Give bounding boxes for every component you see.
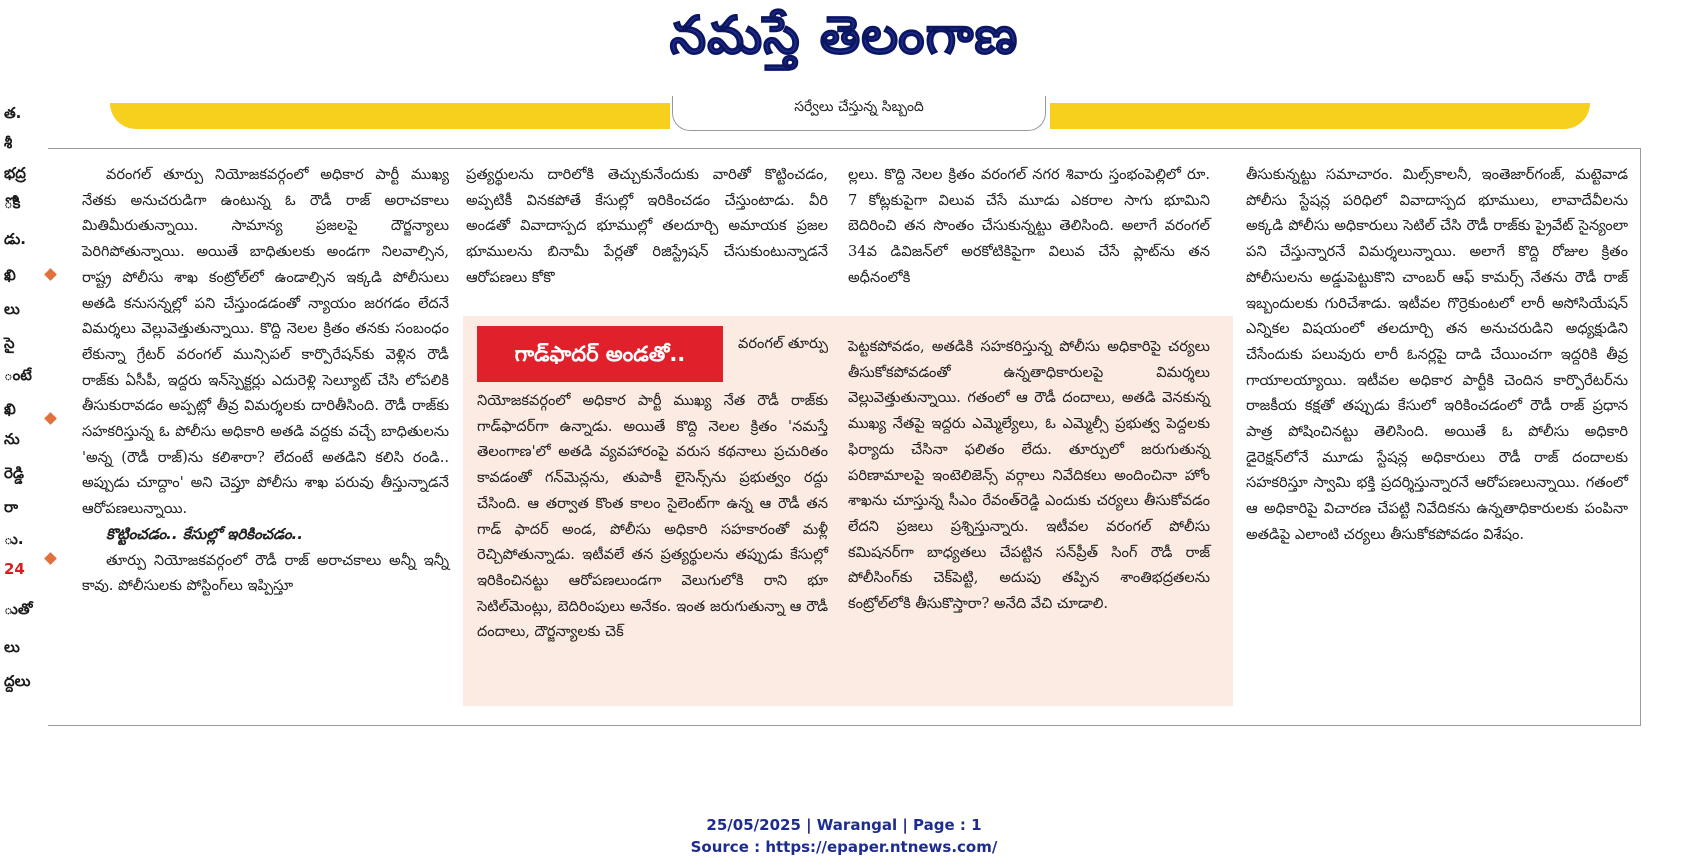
strip-fragment: ఖి — [4, 400, 16, 418]
paragraph: తీసుకున్నట్టు సమాచారం. మిల్స్‌కాలనీ, ఇంతెజార్‌గంజ్, మట్టెవాడ పోలీసు స్టేషన్ల పరిధిలో వివాదాస్పద భూములు, లావాదేవీలను అక్కడి పోలీసు అధికారులు సెటిల్ చేసి రౌడీ రాజ్‌కు ప్రైవేట్ సైన్యంలా పని చేస్తున్నారనే విమర్శలున్నాయి. అలాగే కొద్ది రోజుల క్రితం పోలీసులను అడ్డుపెట్టుకొని చాంబర్ ఆఫ్ కామర్స్ నేతను రౌడీ రాజ్ ఇబ్బందులకు గురిచేశాడు. ఇటీవల గొర్రెకుంటలో లారీ అసోసియేషన్ ఎన్నికల విషయంలో తలదూర్చి తన అనుచరుడిని అధ్యక్షుడిని చేసేందుకు పలువురు లారీ ఓనర్లపై దాడి చేయించగా ఇద్దరికి తీవ్ర గాయాలయ్యాయి. ఇటీవల అధికార పార్టీకి చెందిన కార్పొరేటర్‌ను రాజకీయ కక్షతో తప్పుడు కేసులో ఇరికించడంలో రౌడీ రాజ్ ప్రధాన పాత్ర పోషించినట్టు తెలిసింది. అయితే ఓ పోలీసు అధికారి డైరెక్షన్‌లోనే మూడు స్టేషన్ల అధికారులు రౌడీ రాజ్ దందాలకు సహకరిస్తూ స్వామి భక్తి ప్రదర్శిస్తున్నారనే ఆరోపణలున్నాయి. గతంలో ఆ అధికారిపై విచారణ చేపట్టి నివేదికను ఉన్నతాధికారులకు పంపినా అతడిపై ఎలాంటి చర్యలు తీసుకోకపోవడం విశేషం. — [1246, 166, 1628, 543]
strip-fragment: ద్దలు — [4, 672, 31, 690]
paragraph: వరంగల్ తూర్పు — [738, 335, 829, 352]
box-column-3 — [848, 334, 1210, 617]
strip-fragment: ుతో — [4, 600, 33, 618]
diamond-bullet-icon — [44, 412, 57, 425]
adjacent-article-strip — [0, 100, 52, 700]
strip-fragment: ను — [4, 430, 20, 448]
right-rule — [1640, 148, 1641, 726]
paragraph: తూర్పు నియోజకవర్గంలో రౌడీ రాజ్ అరాచకాలు అన్నీ ఇన్నీ కావు. పోలీసులకు పోస్టింగ్‌లు ఇప్పిస్తూ — [82, 551, 449, 595]
subheading: కొట్టించడం.. కేసుల్లో ఇరికించడం.. — [106, 524, 303, 543]
strip-fragment: లు — [4, 638, 20, 656]
strip-fragment: రెడ్డి — [4, 464, 24, 482]
article-column-2-top — [466, 162, 828, 291]
newspaper-logo: నమస్తే తెలంగాణ — [669, 6, 1019, 66]
paragraph: పెట్టకపోవడం, అతడికి సహకరిస్తున్న పోలీసు అధికారిపై చర్యలు తీసుకోకపోవడంతో ఉన్నతాధికారులపై విమర్శలు వెల్లువెత్తుతున్నాయి. గతంలో ఆ రౌడీ దందాలు, అతడి వెనకున్న ముఖ్య నేతపై ఇద్దరు ఎమ్మెల్యేలు, ఓ ఎమ్మెల్సీ ప్రభుత్వ పెద్దలకు ఫిర్యాదు చేసినా ఫలితం లేదు. తూర్పులో జరుగుతున్న పరిణామాలపై ఇంటెలిజెన్స్ వర్గాలు నివేదికలు అందించినా హోం శాఖను చూస్తున్న సీఎం రేవంత్‌రెడ్డి ఎందుకు చర్యలు తీసుకోవడం లేదని ప్రజలు ప్రశ్నిస్తున్నారు. ఇటీవల వరంగల్ పోలీసు కమిషనర్‌గా బాధ్యతలు చేపట్టిన సన్‌ప్రీత్ సింగ్ రౌడీ రాజ్ పోలీసింగ్‌కు చెక్‌పెట్టి, అదుపు తప్పిన శాంతిభద్రతలను కంట్రోల్‌లోకి తీసుకొస్తారా? అనేది వేచి చూడాలి. — [848, 338, 1210, 613]
strip-fragment: త. — [4, 104, 22, 122]
strip-fragment: ఖి — [4, 266, 16, 284]
yellow-band-right — [1050, 103, 1590, 129]
paragraph: ల్లలు. కొద్ది నెలల క్రితం వరంగల్ నగర శివారు స్తంభంపెల్లిలో రూ. 7 కోట్లకుపైగా విలువ చేసే మూడు ఎకరాల సాగు భూమిని బెదిరించి తన సొంతం చేసుకున్నట్టు తెలిసింది. అలాగే వరంగల్ 34వ డివిజన్‌లో అరకోటికిపైగా విలువ చేసే ప్లాట్‌ను తన అధీనంలోకి — [848, 166, 1210, 286]
article-column-3-top — [848, 162, 1210, 291]
strip-fragment: డు. — [4, 230, 26, 248]
paragraph: నియోజకవర్గంలో అధికార పార్టీ ముఖ్య నేత రౌడీ రాజ్‌కు గాడ్‌ఫాదర్‌గా ఉన్నాడు. అయితే కొద్ది నెలల క్రితం 'నమస్తే తెలంగాణ'లో అతడి వ్యవహారంపై వరుస కథనాలు ప్రచురితం కావడంతో గన్‌మెన్లను, తుపాకీ లైసెన్స్‌ను ప్రభుత్వం రద్దు చేసింది. ఆ తర్వాత కొంత కాలం సైలెంట్‌గా ఉన్న ఆ రౌడీ తన గాడ్ ఫాదర్ అండ, పోలీసు అధికారి సహకారంతో మళ్లీ రెచ్చిపోతున్నాడు. ఇటీవలే తన ప్రత్యర్థులను తప్పుడు కేసుల్లో ఇరికించినట్టు ఆరోపణలుండగా వెలుగులోకి రాని భూ సెటిల్‌మెంట్లు, బెదిరింపులు అనేకం. ఇంత జరుగుతున్నా ఆ రౌడీ దందాలు, దౌర్జన్యాలకు చెక్ — [477, 392, 828, 641]
bottom-rule — [48, 725, 1640, 726]
strip-fragment: ంటే — [4, 366, 32, 384]
strip-fragment: లు — [4, 300, 20, 318]
strip-fragment: ోకి — [4, 194, 21, 212]
footer-date-edition: 25/05/2025 | Warangal | Page : 1 — [706, 816, 982, 834]
strip-fragment: ు. — [4, 530, 24, 548]
article-column-4 — [1246, 162, 1628, 548]
strip-fragment: భద్ర — [4, 164, 26, 182]
diamond-bullet-icon — [44, 552, 57, 565]
strip-fragment: సై — [4, 334, 15, 352]
diamond-bullet-icon — [44, 268, 57, 281]
strip-fragment: శీ — [4, 134, 13, 152]
strip-fragment-red: 24 — [4, 560, 25, 578]
masthead — [0, 6, 1688, 79]
yellow-band-left — [110, 103, 670, 129]
photo-caption: సర్వేలు చేస్తున్న సిబ్బంది — [672, 96, 1046, 131]
box-column-2 — [477, 388, 828, 645]
footer-source: Source : https://epaper.ntnews.com/ — [690, 838, 998, 856]
box-intro — [738, 332, 828, 356]
article-column-1 — [82, 162, 449, 599]
paragraph: వరంగల్ తూర్పు నియోజకవర్గంలో అధికార పార్టీ ముఖ్య నేతకు అనుచరుడిగా ఉంటున్న ఓ రౌడీ రాజ్ అరాచకాలు మితిమీరుతున్నాయి. సామాన్య ప్రజలపై దౌర్జన్యాలు పెరిగిపోతున్నాయి. అయితే బాధితులకు అండగా నిలవాల్సిన, రాష్ట్ర పోలీసు శాఖ కంట్రోల్‌లో ఉండాల్సిన ఇక్కడి పోలీసులు అతడి కనుసన్నల్లో పని చేస్తుండడంతో న్యాయం జరగడం లేదనే విమర్శలు వెల్లువెత్తుతున్నాయి. కొద్ది నెలల క్రితం తనకు సంబంధం లేకున్నా గ్రేటర్ వరంగల్ మున్సిపల్ కార్పొరేషన్‌కు వెళ్లిన రౌడీ రాజ్‌కు ఏసీపీ, ఇద్దరు ఇన్‌స్పెక్టర్లు ఎదురెళ్లి సెల్యూట్ చేసి లోపలికి తీసుకురావడం అప్పట్లో తీవ్ర విమర్శలకు దారితీసింది. రౌడీ రాజ్‌కు సహకరిస్తున్న ఓ పోలీసు అధికారి అతడి వద్దకు వచ్చే బాధితులను 'అన్న (రౌడీ రాజ్)ను కలిశారా? లేదంటే అతడిని కలిసి రండి.. అప్పుడు చూద్దాం' అని చెప్తూ పోలీసు శాఖ పరువు తీస్తున్నాడనే ఆరోపణలున్నాయి. — [82, 166, 449, 518]
paragraph: ప్రత్యర్థులను దారిలోకి తెచ్చుకునేందుకు వారితో కొట్టించడం, అప్పటికీ వినకపోతే కేసుల్లో ఇరికించడం చేస్తుంటాడు. వీరి అండతో వివాదాస్పద భూముల్లో తలదూర్చి అమాయక ప్రజల భూములను బినామీ పేర్లతో రిజిస్ట్రేషన్ చేసుకుంటున్నాడనే ఆరోపణలు కోకొ — [466, 166, 828, 286]
top-rule — [48, 148, 1640, 149]
strip-fragment: రా — [4, 498, 19, 516]
box-heading: గాడ్‌ఫాదర్ అండతో.. — [477, 326, 723, 382]
